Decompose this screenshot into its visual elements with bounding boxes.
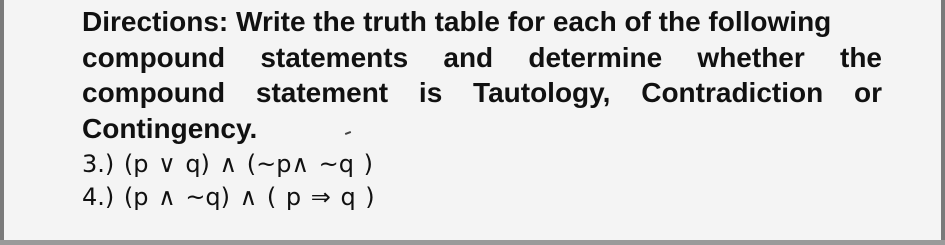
directions-line-1: Directions: Write the truth table for each of the following xyxy=(82,6,832,37)
right-border xyxy=(941,0,945,245)
worksheet-content xyxy=(82,4,882,214)
directions-line-3: compound statement is Tautology, Contradiction or xyxy=(82,77,882,108)
left-border xyxy=(0,0,4,245)
bottom-border xyxy=(0,240,945,245)
directions-line-4: Contingency. xyxy=(82,112,258,144)
directions-line-2: compound statements and determine whether the xyxy=(82,41,882,73)
directions-paragraph xyxy=(82,4,882,146)
problem-3: 3.) (p ∨ q) ∧ (~p∧ ~q ) xyxy=(82,150,373,178)
problem-list xyxy=(82,148,882,214)
problem-4: 4.) (p ∧ ~q) ∧ ( p ⇒ q ) xyxy=(82,183,375,211)
